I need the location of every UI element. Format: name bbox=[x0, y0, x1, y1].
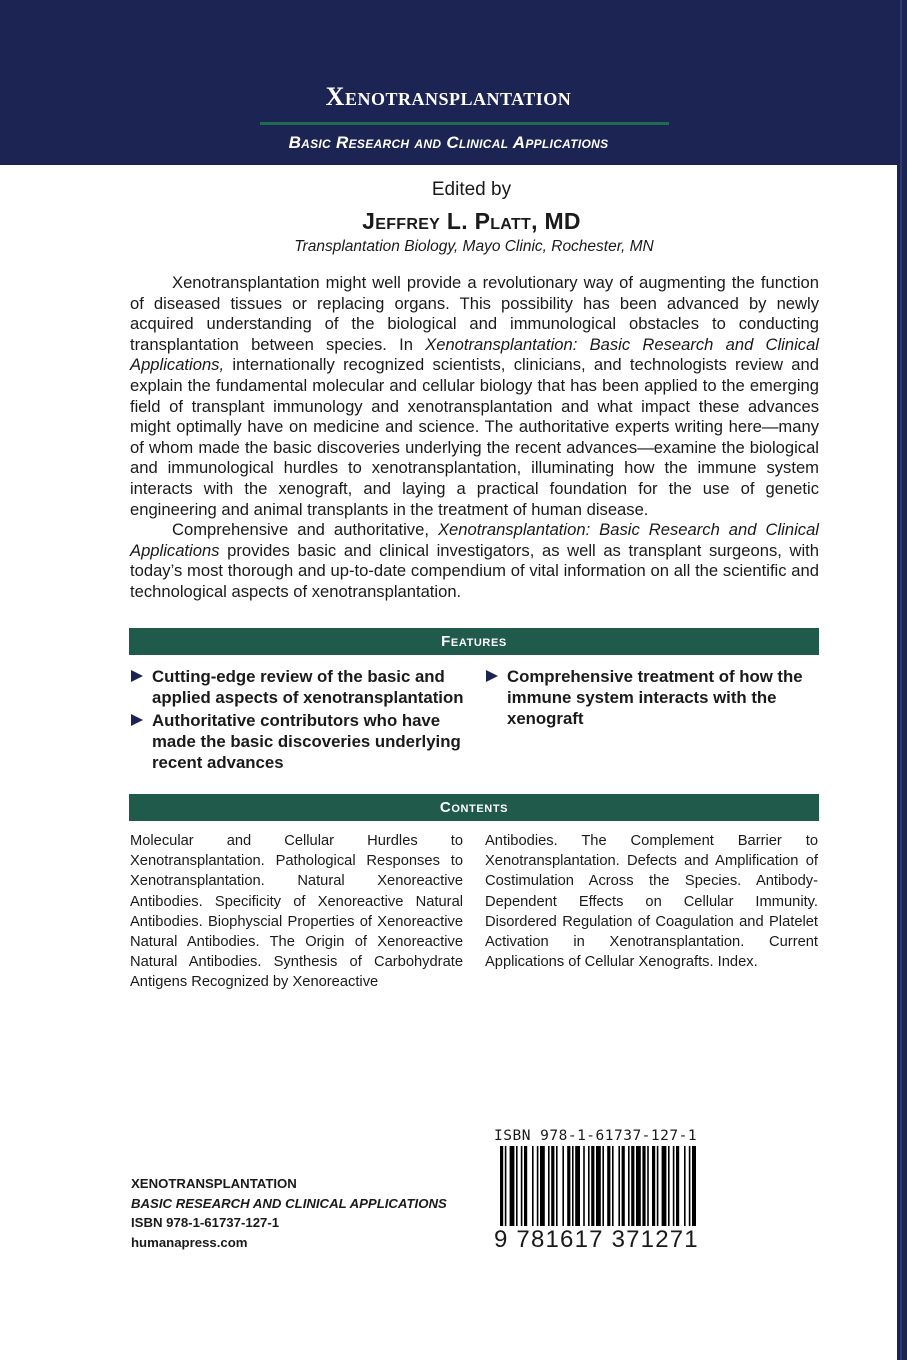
barcode-bar bbox=[524, 1146, 527, 1233]
spine-strip bbox=[897, 0, 907, 1360]
barcode-isbn-label: ISBN 978-1-61737-127-1 bbox=[494, 1128, 698, 1144]
barcode-bar bbox=[540, 1146, 545, 1233]
imprint-isbn: ISBN 978-1-61737-127-1 bbox=[131, 1215, 280, 1230]
barcode-bar bbox=[521, 1146, 523, 1233]
book-subtitle: Basic Research and Clinical Applications bbox=[288, 133, 609, 152]
features-list-right bbox=[485, 666, 805, 731]
editor-name: Jeffrey L. Platt, MD bbox=[362, 208, 581, 234]
description-paragraph-1: Xenotransplantation might well provide a revolutionary way of augmenting the function of diseased tissues or replacing organs. This possibility has been advanced by newly acquired understanding of the biological and immunological obstacles to conducting transplantation between species. In Xenotransplantation: Basic Research and Clinical Applications, internationally recognized scientists, clinicians, and technologists review and explain the fundamental molecular and cellular biology that has been applied to the emerging field of transplant immunology and xenotransplantation and what impact these advances might optimally have on medicine and science. The authoritative experts writing here—many of whom made the basic discoveries underlying the recent advances—examine the biological and immunological hurdles to xenotransplantation, illuminating how the immune system interacts with the xenograft, and laying a practical foundation for the use of genetic engineering and animal transplants in the treatment of human disease. bbox=[130, 273, 819, 519]
barcode-bar bbox=[572, 1146, 574, 1233]
contents-column-2: Antibodies. The Complement Barrier to Xenotransplantation. Defects and Amplification of Costimulation Across the Species. Antibody-Dependent Effects on Cellular Immunity. Disordered Regulation of Coagulation and Platelet Activation in Xenotransplantation. Current Applications of Cellular Xenografts. Index. bbox=[485, 833, 818, 971]
barcode-bar bbox=[510, 1146, 515, 1233]
contents-heading: Contents bbox=[129, 794, 819, 821]
imprint-block bbox=[131, 1174, 447, 1252]
barcode-bar bbox=[673, 1146, 675, 1233]
description-paragraph-2: Comprehensive and authoritative, Xenotransplantation: Basic Research and Clinical Applications provides basic and clinical investigators, as well as transplant surgeons, with today’s most thorough and up-to-date compendium of vital information on all the scientific and technological aspects of xenotransplantation. bbox=[130, 520, 819, 601]
barcode-digits: 9 781617 371271 bbox=[494, 1226, 699, 1253]
barcode-bar bbox=[537, 1146, 539, 1233]
barcode-bar bbox=[562, 1146, 564, 1233]
edited-by-label: Edited by bbox=[431, 179, 512, 200]
barcode-bar bbox=[684, 1146, 686, 1233]
barcode-bar bbox=[642, 1146, 645, 1233]
triangle-bullet-icon bbox=[486, 670, 498, 682]
barcode-bar bbox=[612, 1146, 614, 1233]
barcode-bar bbox=[505, 1146, 507, 1233]
barcode-bar bbox=[657, 1146, 659, 1233]
barcode-bar bbox=[692, 1146, 696, 1233]
barcode-bar bbox=[662, 1146, 667, 1233]
features-heading: Features bbox=[129, 628, 819, 655]
features-list-left bbox=[130, 666, 470, 775]
barcode-bar bbox=[583, 1146, 585, 1233]
barcode-bar bbox=[596, 1146, 601, 1233]
barcode-bar bbox=[588, 1146, 590, 1233]
barcode-bar bbox=[628, 1146, 630, 1233]
barcode-bar bbox=[636, 1146, 641, 1233]
barcode-bar bbox=[591, 1146, 594, 1233]
feature-item: Authoritative contributors who have made the basic discoveries underlying recent advances bbox=[130, 710, 470, 773]
feature-item: Comprehensive treatment of how the immune system interacts with the xenograft bbox=[485, 666, 805, 729]
book-title: Xenotransplantation bbox=[325, 82, 572, 111]
barcode-bar bbox=[551, 1146, 554, 1233]
barcode-bar bbox=[618, 1146, 620, 1233]
description bbox=[130, 273, 819, 603]
contents-column-1: Molecular and Cellular Hurdles to Xenotransplantation. Pathological Responses to Xenotransplantation. Natural Xenoreactive Antibodies. Specificity of Xenoreactive Natural Antibodies. Biophyscial Properties of Xenoreactive Natural Antibodies. The Origin of Xenoreactive Natural Antibodies. Synthesis of Carbohydrate Antigens Recognized by Xenoreactive bbox=[130, 833, 463, 991]
barcode-bar bbox=[548, 1146, 550, 1233]
spine-accent-line bbox=[900, 0, 902, 1360]
triangle-bullet-icon bbox=[131, 714, 143, 726]
barcode-bar bbox=[556, 1146, 558, 1233]
editor-affiliation: Transplantation Biology, Mayo Clinic, Rochester, MN bbox=[294, 238, 654, 255]
imprint-subtitle: BASIC RESEARCH AND CLINICAL APPLICATIONS bbox=[131, 1195, 447, 1211]
barcode-bar bbox=[532, 1146, 534, 1233]
barcode-bar bbox=[607, 1146, 610, 1233]
barcode-bar bbox=[647, 1146, 649, 1233]
barcode-bar bbox=[689, 1146, 691, 1233]
feature-item: Cutting-edge review of the basic and applied aspects of xenotransplantation bbox=[130, 666, 470, 708]
barcode-bar bbox=[500, 1146, 503, 1233]
barcode-bar bbox=[631, 1146, 634, 1233]
triangle-bullet-icon bbox=[131, 670, 143, 682]
barcode-bar bbox=[676, 1146, 679, 1233]
barcode-bar bbox=[668, 1146, 670, 1233]
imprint-website: humanapress.com bbox=[131, 1234, 248, 1250]
barcode-bar bbox=[652, 1146, 655, 1233]
barcode-bar bbox=[516, 1146, 518, 1233]
barcode-bar bbox=[567, 1146, 570, 1233]
barcode-bar bbox=[622, 1146, 625, 1233]
barcode bbox=[500, 1146, 696, 1233]
imprint-title: XENOTRANSPLANTATION bbox=[131, 1176, 297, 1191]
barcode-bar bbox=[602, 1146, 604, 1233]
barcode-bar bbox=[575, 1146, 580, 1233]
title-divider bbox=[260, 122, 669, 125]
